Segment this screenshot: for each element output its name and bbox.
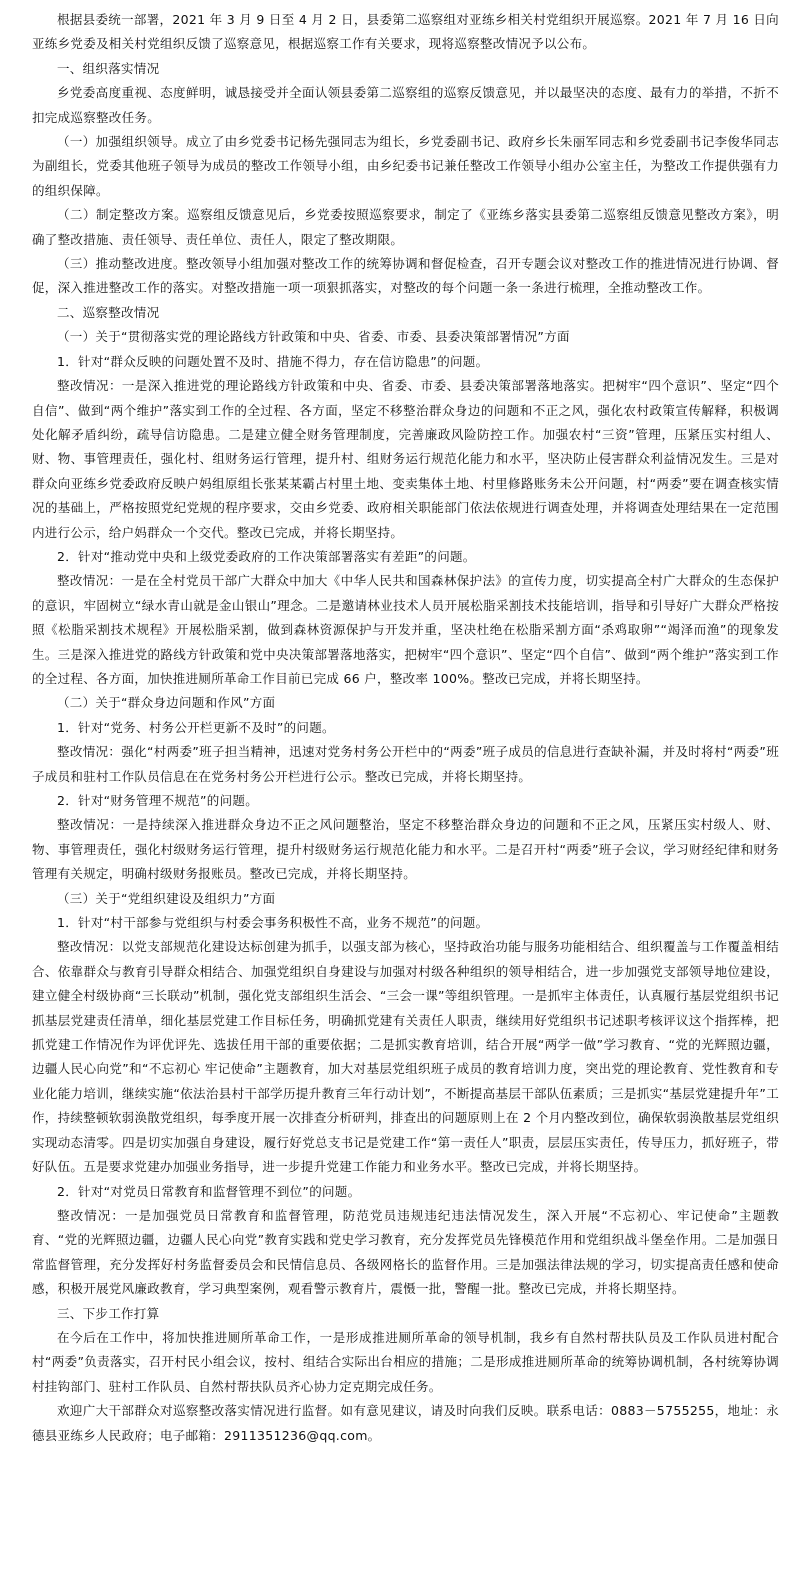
subsection-heading: （一）关于“贯彻落实党的理论路线方针政策和中央、省委、市委、县委决策部署情况”方面 (57, 329, 570, 345)
subsection-heading: （三）关于“党组织建设及组织力”方面 (57, 890, 276, 906)
body-paragraph: 乡党委高度重视、态度鲜明，诚恳接受并全面认领县委第二巡察组的巡察反馈意见，并以最坚决的态度、最有力的举措，不折不扣完成巡察整改任务。 (32, 85, 779, 125)
issue-item: 1．针对“党务、村务公开栏更新不及时”的问题。 (57, 719, 335, 735)
body-paragraph: （二）制定整改方案。巡察组反馈意见后，乡党委按照巡察要求，制定了《亚练乡落实县委第二巡察组反馈意见整改方案》，明确了整改措施、责任领导、责任单位、责任人，限定了整改期限。 (32, 207, 779, 247)
body-paragraph: 整改情况：一是持续深入推进群众身边不正之风问题整治，坚定不移整治群众身边的问题和不正之风，压紧压实村级人、财、物、事管理责任，强化村级财务运行管理，提升村级财务运行规范化能力和水平。二是召开村“两委”班子会议，学习财经纪律和财务管理有关规定，明确村级财务报账员。整改已完成，并将长期坚持。 (32, 817, 779, 882)
body-paragraph: （一）加强组织领导。成立了由乡党委书记杨先强同志为组长，乡党委副书记、政府乡长朱丽军同志和乡党委副书记李俊华同志为副组长，党委其他班子领导为成员的整改工作领导小组，由乡纪委书记兼任整改工作领导小组办公室主任，为整改工作提供强有力的组织保障。 (32, 134, 779, 198)
issue-item: 2．针对“对党员日常教育和监督管理不到位”的问题。 (57, 1183, 361, 1199)
section-heading: 一、组织落实情况 (57, 60, 160, 76)
body-paragraph: 整改情况：一是加强党员日常教育和监督管理，防范党员违规违纪违法情况发生，深入开展“不忘初心、牢记使命”主题教育、“党的光辉照边疆，边疆人民心向党”教育实践和党史学习教育，充分发挥党员先锋模范作用和党组织战斗堡垒作用。二是加强日常监督管理，充分发挥好村务监督委员会和民情信息员、各级网格长的监督作用。三是加强法律法规的学习，切实提高责任感和使命感，积极开展党风廉政教育，学习典型案例，观看警示教育片，震慑一批，警醒一批。整改已完成，并将长期坚持。 (32, 1207, 779, 1297)
body-paragraph: 欢迎广大干部群众对巡察整改落实情况进行监督。如有意见建议，请及时向我们反映。联系电话：0883－5755255，地址：永德县亚练乡人民政府；电子邮箱：2911351236@qq.com。 (32, 1403, 779, 1443)
issue-item: 2．针对“推动党中央和上级党委政府的工作决策部署落实有差距”的问题。 (57, 548, 476, 564)
body-paragraph: 整改情况：以党支部规范化建设达标创建为抓手，以强支部为核心，坚持政治功能与服务功能相结合、组织覆盖与工作覆盖相结合、依靠群众与教育引导群众相结合、加强党组织自身建设与加强对村级各种组织的领导相结合，进一步加强党支部领导地位建设，建立健全村级协商“三长联动”机制，强化党支部组织生活会、“三会一课”等组织管理。一是抓牢主体责任，认真履行基层党组织书记抓基层党建责任清单，细化基层党建工作目标任务，明确抓党建有关责任人职责，继续用好党组织书记述职考核评议这个指挥棒，把抓党建工作情况作为评优评先、选拔任用干部的重要依据；二是抓实教育培训，结合开展“两学一做”学习教育、“党的光辉照边疆，边疆人民心向党”和“不忘初心 牢记使命”主题教育，加大对基层党组织班子成员的教育培训力度，突出党的理论教育、党性教育和专业化能力培训，继续实施“依法治县村干部学历提升教育三年行动计划”，不断提高基层干部队伍素质；三是抓实“基层党建提升年”工作，持续整顿软弱涣散党组织，每季度开展一次排查分析研判，排查出的问题原则上在 2 个月内整改到位，确保软弱涣散基层党组织实现动态清零。四是切实加强自身建设，履行好党总支书记是党建工作“第一责任人”职责，层层压实责任，传导压力，抓好班子，带好队伍。五是要求党建办加强业务指导，进一步提升党建工作能力和业务水平。整改已完成，并将长期坚持。 (32, 939, 779, 1175)
subsection-heading: （二）关于“群众身边问题和作风”方面 (57, 695, 276, 711)
issue-item: 2．针对“财务管理不规范”的问题。 (57, 793, 259, 808)
body-paragraph: 整改情况：一是在全村党员干部广大群众中加大《中华人民共和国森林保护法》的宣传力度，切实提高全村广大群众的生态保护的意识，牢固树立“绿水青山就是金山银山”理念。二是邀请林业技术人员开展松脂采割技术技能培训，指导和引导好广大群众严格按照《松脂采割技术规程》开展松脂采割，做到森林资源保护与开发并重，坚决杜绝在松脂采割方面“杀鸡取卵”“竭泽而渔”的现象发生。三是深入推进党的路线方针政策和党中央决策部署落地落实，把树牢“四个意识”、坚定“四个自信”、做到“两个维护”落实到工作的全过程、各方面，加快推进厕所革命工作目前已完成 66 户，整改率 100%。整改已完成，并将长期坚持。 (32, 573, 779, 686)
body-paragraph: 整改情况：一是深入推进党的理论路线方针政策和中央、省委、市委、县委决策部署落地落实。把树牢“四个意识”、坚定“四个自信”、做到“两个维护”落实到工作的全过程、各方面，坚定不移整治群众身边的问题和不正之风，强化农村政策宣传解释，积极调处化解矛盾纠纷，疏导信访隐患。二是建立健全财务管理制度，完善廉政风险防控工作。加强农村“三资”管理，压紧压实村组人、财、物、事管理责任，强化村、组财务运行管理，提升村、组财务运行规范化能力和水平，坚决防止侵害群众利益情况发生。三是对群众向亚练乡党委政府反映户妈组原组长张某某霸占村里土地、变卖集体土地、村里修路账务未公开问题，村“两委”要在调查核实情况的基础上，严格按照党纪党规的程序要求，交由乡党委、政府相关职能部门依法依规进行调查处理，并将调查处理结果在一定范围内进行公示，给户妈群众一个交代。整改已完成，并将长期坚持。 (32, 378, 779, 540)
body-paragraph: 根据县委统一部署，2021 年 3 月 9 日至 4 月 2 日，县委第二巡察组对亚练乡相关村党组织开展巡察。2021 年 7 月 16 日向亚练乡党委及相关村党组织反馈了巡察意见，根据巡察工作有关要求，现将巡察整改情况予以公布。 (32, 12, 779, 52)
issue-item: 1．针对“群众反映的问题处置不及时、措施不得力，存在信访隐患”的问题。 (57, 353, 489, 369)
section-heading: 二、巡察整改情况 (57, 304, 160, 320)
issue-item: 1．针对“村干部参与党组织与村委会事务积极性不高，业务不规范”的问题。 (57, 915, 489, 931)
body-paragraph: 在今后在工作中，将加快推进厕所革命工作，一是形成推进厕所革命的领导机制，我乡有自然村帮扶队员及工作队员进村配合村“两委”负责落实，召开村民小组会议，按村、组结合实际出台相应的措施；二是形成推进厕所革命的统筹协调机制，各村统筹协调村挂钩部门、驻村工作队员、自然村帮扶队员齐心协力定克期完成任务。 (32, 1329, 779, 1394)
body-paragraph: 整改情况：强化“村两委”班子担当精神，迅速对党务村务公开栏中的“两委”班子成员的信息进行查缺补漏，并及时将村“两委”班子成员和驻村工作队员信息在在党务村务公开栏进行公示。整改已完成，并将长期坚持。 (32, 744, 779, 784)
section-heading: 三、下步工作打算 (57, 1305, 160, 1321)
body-paragraph: （三）推动整改进度。整改领导小组加强对整改工作的统筹协调和督促检查，召开专题会议对整改工作的推进情况进行协调、督促，深入推进整改工作的落实。对整改措施一项一项狠抓落实，对整改的每个问题一条一条进行梳理，全推动整改工作。 (32, 256, 779, 296)
